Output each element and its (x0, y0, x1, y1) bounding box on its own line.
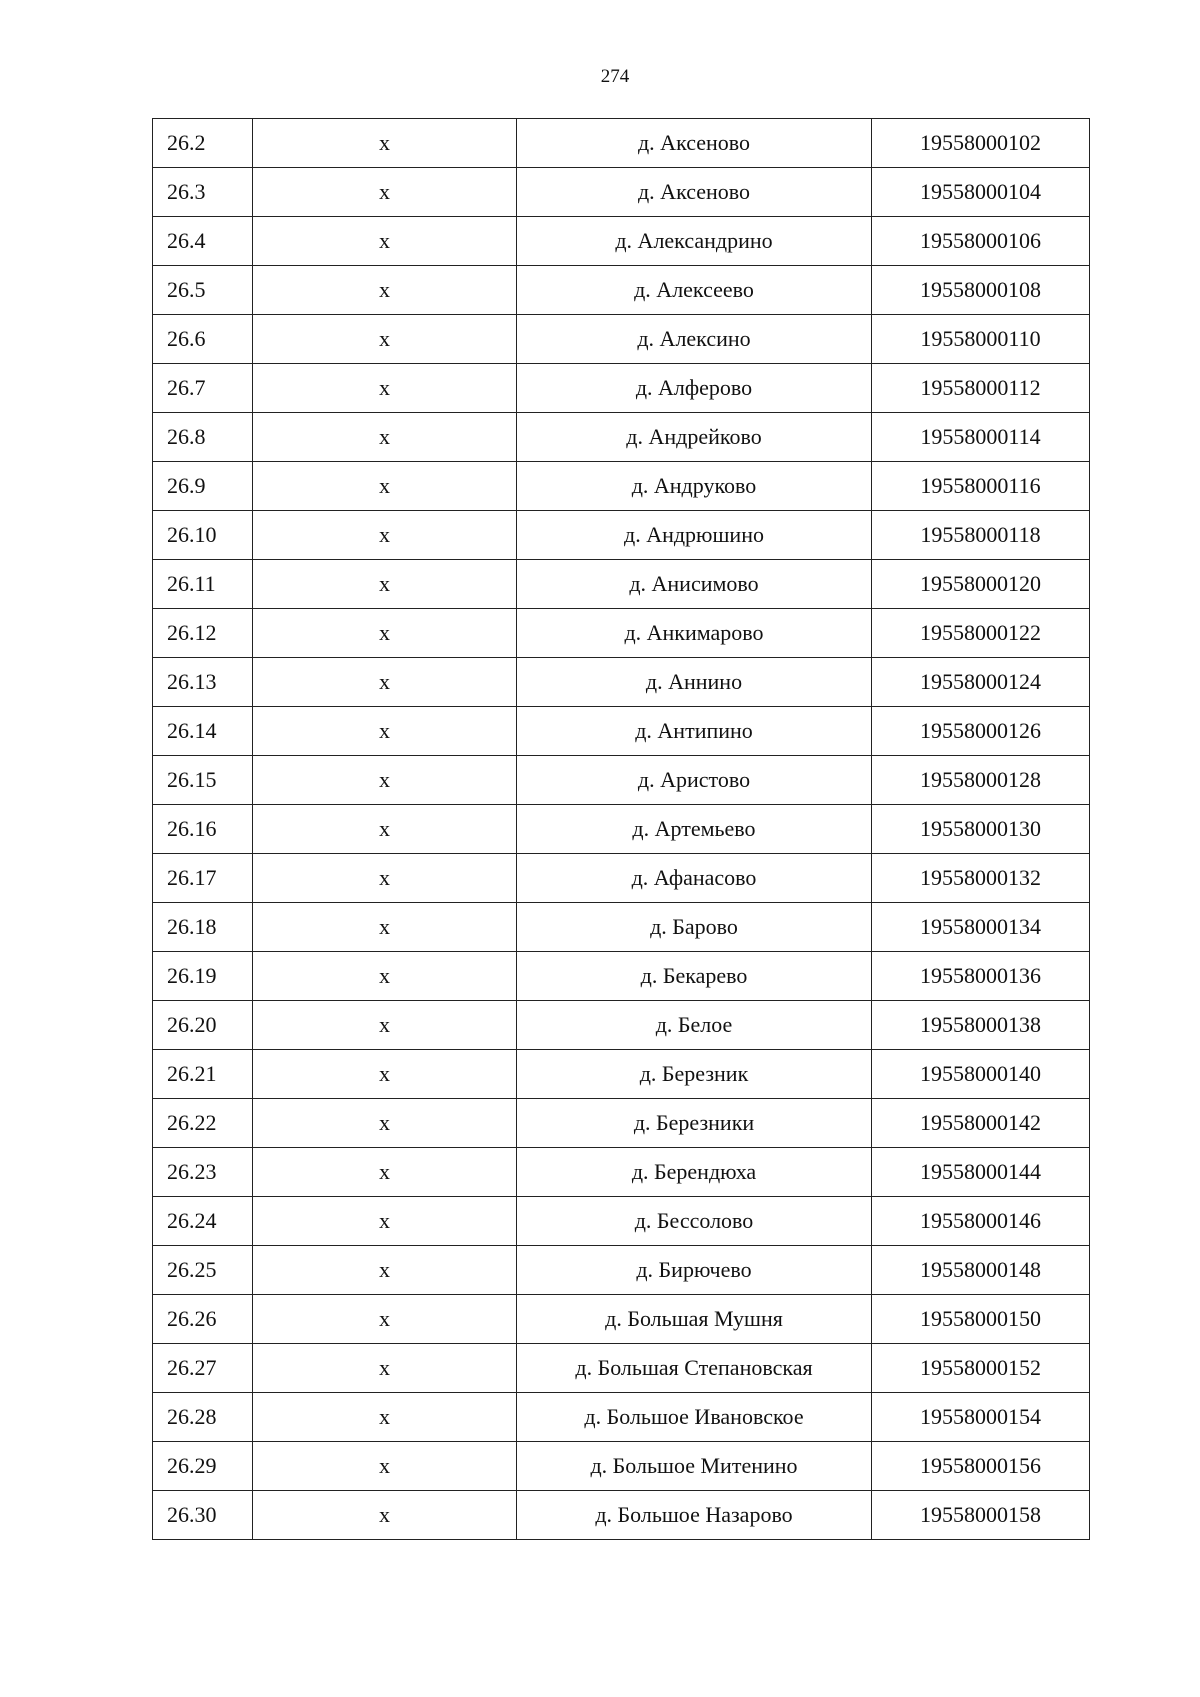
settlement-name-cell: д. Большое Ивановское (517, 1393, 872, 1442)
row-number-cell: 26.20 (153, 1001, 253, 1050)
mark-cell: x (253, 364, 517, 413)
code-cell: 19558000140 (872, 1050, 1090, 1099)
code-cell: 19558000150 (872, 1295, 1090, 1344)
row-number-cell: 26.21 (153, 1050, 253, 1099)
code-cell: 19558000148 (872, 1246, 1090, 1295)
table-row (153, 364, 1090, 413)
code-cell: 19558000132 (872, 854, 1090, 903)
mark-cell: x (253, 805, 517, 854)
mark-cell: x (253, 1001, 517, 1050)
settlement-name-cell: д. Александрино (517, 217, 872, 266)
row-number-cell: 26.7 (153, 364, 253, 413)
settlement-name-cell: д. Барово (517, 903, 872, 952)
table-row (153, 560, 1090, 609)
table-row (153, 1197, 1090, 1246)
table-row (153, 756, 1090, 805)
row-number-cell: 26.5 (153, 266, 253, 315)
settlement-name-cell: д. Анисимово (517, 560, 872, 609)
settlement-name-cell: д. Аксеново (517, 168, 872, 217)
mark-cell: x (253, 1491, 517, 1540)
code-cell: 19558000142 (872, 1099, 1090, 1148)
mark-cell: x (253, 119, 517, 168)
mark-cell: x (253, 1442, 517, 1491)
table-row (153, 1344, 1090, 1393)
settlement-name-cell: д. Бирючево (517, 1246, 872, 1295)
settlement-name-cell: д. Березники (517, 1099, 872, 1148)
row-number-cell: 26.11 (153, 560, 253, 609)
row-number-cell: 26.25 (153, 1246, 253, 1295)
mark-cell: x (253, 1148, 517, 1197)
table-row (153, 413, 1090, 462)
code-cell: 19558000144 (872, 1148, 1090, 1197)
code-cell: 19558000156 (872, 1442, 1090, 1491)
settlement-name-cell: д. Афанасово (517, 854, 872, 903)
code-cell: 19558000154 (872, 1393, 1090, 1442)
settlement-name-cell: д. Андрюшино (517, 511, 872, 560)
code-cell: 19558000128 (872, 756, 1090, 805)
mark-cell: x (253, 609, 517, 658)
row-number-cell: 26.2 (153, 119, 253, 168)
settlement-name-cell: д. Артемьево (517, 805, 872, 854)
table-row (153, 1393, 1090, 1442)
mark-cell: x (253, 854, 517, 903)
settlement-name-cell: д. Аксеново (517, 119, 872, 168)
table-row (153, 805, 1090, 854)
code-cell: 19558000122 (872, 609, 1090, 658)
row-number-cell: 26.26 (153, 1295, 253, 1344)
table-row (153, 1295, 1090, 1344)
table-row (153, 168, 1090, 217)
table-row (153, 462, 1090, 511)
row-number-cell: 26.3 (153, 168, 253, 217)
table-body (153, 119, 1090, 1540)
code-cell: 19558000124 (872, 658, 1090, 707)
settlement-name-cell: д. Бекарево (517, 952, 872, 1001)
table-row (153, 217, 1090, 266)
row-number-cell: 26.13 (153, 658, 253, 707)
mark-cell: x (253, 756, 517, 805)
code-cell: 19558000136 (872, 952, 1090, 1001)
table-row (153, 266, 1090, 315)
table-row (153, 1246, 1090, 1295)
code-cell: 19558000146 (872, 1197, 1090, 1246)
code-cell: 19558000158 (872, 1491, 1090, 1540)
table-row (153, 903, 1090, 952)
row-number-cell: 26.17 (153, 854, 253, 903)
row-number-cell: 26.24 (153, 1197, 253, 1246)
mark-cell: x (253, 315, 517, 364)
code-cell: 19558000138 (872, 1001, 1090, 1050)
table-row (153, 1099, 1090, 1148)
mark-cell: x (253, 266, 517, 315)
code-cell: 19558000112 (872, 364, 1090, 413)
settlement-name-cell: д. Андруково (517, 462, 872, 511)
row-number-cell: 26.27 (153, 1344, 253, 1393)
mark-cell: x (253, 511, 517, 560)
mark-cell: x (253, 903, 517, 952)
row-number-cell: 26.12 (153, 609, 253, 658)
mark-cell: x (253, 658, 517, 707)
mark-cell: x (253, 413, 517, 462)
table-row (153, 952, 1090, 1001)
table-row (153, 1148, 1090, 1197)
settlement-name-cell: д. Белое (517, 1001, 872, 1050)
settlement-name-cell: д. Анкимарово (517, 609, 872, 658)
row-number-cell: 26.14 (153, 707, 253, 756)
settlement-name-cell: д. Алферово (517, 364, 872, 413)
mark-cell: x (253, 1295, 517, 1344)
table-row (153, 707, 1090, 756)
settlements-table (152, 118, 1090, 1540)
table-row (153, 511, 1090, 560)
row-number-cell: 26.22 (153, 1099, 253, 1148)
table-row (153, 119, 1090, 168)
mark-cell: x (253, 1393, 517, 1442)
mark-cell: x (253, 707, 517, 756)
code-cell: 19558000108 (872, 266, 1090, 315)
code-cell: 19558000152 (872, 1344, 1090, 1393)
page-number: 274 (600, 66, 630, 87)
code-cell: 19558000104 (872, 168, 1090, 217)
mark-cell: x (253, 168, 517, 217)
mark-cell: x (253, 1246, 517, 1295)
code-cell: 19558000130 (872, 805, 1090, 854)
mark-cell: x (253, 217, 517, 266)
mark-cell: x (253, 1050, 517, 1099)
row-number-cell: 26.18 (153, 903, 253, 952)
table-row (153, 1491, 1090, 1540)
row-number-cell: 26.28 (153, 1393, 253, 1442)
row-number-cell: 26.6 (153, 315, 253, 364)
settlement-name-cell: д. Антипино (517, 707, 872, 756)
code-cell: 19558000118 (872, 511, 1090, 560)
table-row (153, 315, 1090, 364)
row-number-cell: 26.8 (153, 413, 253, 462)
table-row (153, 1442, 1090, 1491)
row-number-cell: 26.23 (153, 1148, 253, 1197)
table-row (153, 609, 1090, 658)
settlement-name-cell: д. Аннино (517, 658, 872, 707)
row-number-cell: 26.29 (153, 1442, 253, 1491)
mark-cell: x (253, 952, 517, 1001)
code-cell: 19558000102 (872, 119, 1090, 168)
code-cell: 19558000120 (872, 560, 1090, 609)
code-cell: 19558000116 (872, 462, 1090, 511)
code-cell: 19558000110 (872, 315, 1090, 364)
settlement-name-cell: д. Андрейково (517, 413, 872, 462)
table-row (153, 1001, 1090, 1050)
row-number-cell: 26.9 (153, 462, 253, 511)
mark-cell: x (253, 1344, 517, 1393)
table-row (153, 854, 1090, 903)
settlement-name-cell: д. Аристово (517, 756, 872, 805)
row-number-cell: 26.30 (153, 1491, 253, 1540)
table-row (153, 1050, 1090, 1099)
code-cell: 19558000106 (872, 217, 1090, 266)
code-cell: 19558000126 (872, 707, 1090, 756)
row-number-cell: 26.10 (153, 511, 253, 560)
row-number-cell: 26.16 (153, 805, 253, 854)
settlement-name-cell: д. Алексино (517, 315, 872, 364)
mark-cell: x (253, 462, 517, 511)
row-number-cell: 26.19 (153, 952, 253, 1001)
settlement-name-cell: д. Бессолово (517, 1197, 872, 1246)
mark-cell: x (253, 1197, 517, 1246)
settlement-name-cell: д. Большая Степановская (517, 1344, 872, 1393)
row-number-cell: 26.4 (153, 217, 253, 266)
mark-cell: x (253, 560, 517, 609)
settlement-name-cell: д. Алексеево (517, 266, 872, 315)
settlement-name-cell: д. Большое Назарово (517, 1491, 872, 1540)
settlement-name-cell: д. Березник (517, 1050, 872, 1099)
mark-cell: x (253, 1099, 517, 1148)
code-cell: 19558000114 (872, 413, 1090, 462)
settlement-name-cell: д. Берендюха (517, 1148, 872, 1197)
table-row (153, 658, 1090, 707)
row-number-cell: 26.15 (153, 756, 253, 805)
settlement-name-cell: д. Большая Мушня (517, 1295, 872, 1344)
settlement-name-cell: д. Большое Митенино (517, 1442, 872, 1491)
code-cell: 19558000134 (872, 903, 1090, 952)
